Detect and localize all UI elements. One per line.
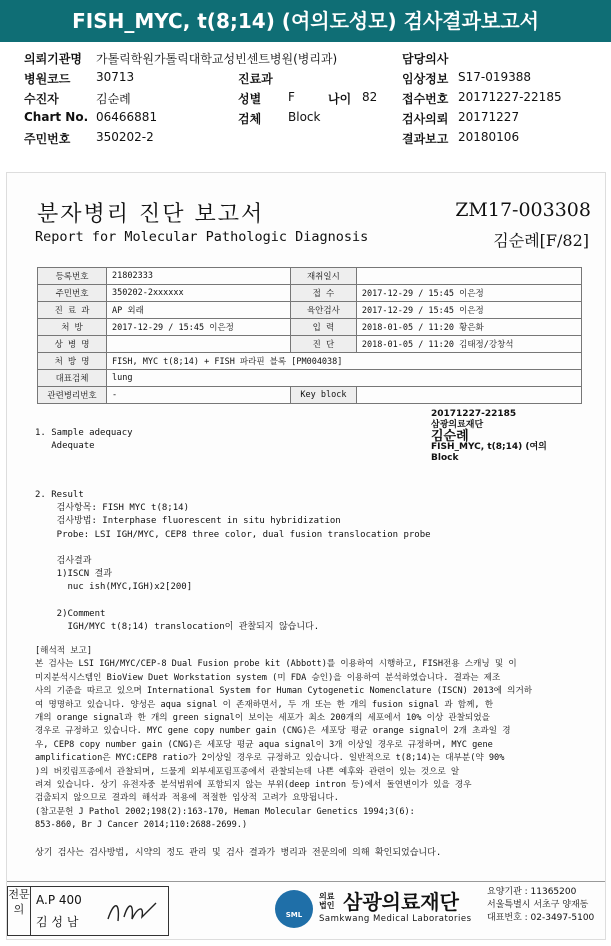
table-cell bbox=[107, 336, 291, 353]
table-row bbox=[38, 370, 582, 387]
hospital-value: 가톨릭학원가톨릭대학교성빈센트병원(병리과) bbox=[96, 52, 338, 66]
table-row bbox=[38, 268, 582, 285]
logo-text: SML bbox=[285, 911, 303, 919]
table-cell bbox=[356, 268, 581, 285]
hospital-code-value: 30713 bbox=[96, 70, 135, 84]
org-license: 요양기관 : 11365200 bbox=[487, 887, 577, 897]
table-row bbox=[38, 302, 582, 319]
table-cell: 진 단 bbox=[290, 336, 356, 353]
age-label: 나이 bbox=[328, 92, 352, 106]
table-row bbox=[38, 336, 582, 353]
table-cell: 진 료 과 bbox=[38, 302, 107, 319]
age-value: 82 bbox=[362, 90, 378, 104]
org-phone: 대표번호 : 02-3497-5100 bbox=[487, 913, 595, 923]
signature-icon bbox=[104, 897, 162, 927]
table-cell: 2017-12-29 / 15:45 이은정 bbox=[356, 285, 581, 302]
report-number: ZM17-003308 bbox=[455, 199, 591, 221]
report-footer bbox=[7, 881, 605, 940]
table-cell: 입 력 bbox=[290, 319, 356, 336]
table-row bbox=[38, 353, 582, 370]
report-date-value: 20180106 bbox=[458, 130, 520, 144]
table-cell: 주민번호 bbox=[38, 285, 107, 302]
request-date-label: 검사의뢰 bbox=[402, 112, 449, 126]
table-cell: 관련병리번호 bbox=[38, 387, 107, 404]
table-row bbox=[38, 387, 582, 404]
sex-value: F bbox=[288, 90, 295, 104]
table-cell: 2017-12-29 / 15:45 이은정 bbox=[107, 319, 291, 336]
table-cell: 처 방 bbox=[38, 319, 107, 336]
ssn-value: 350202-2 bbox=[96, 130, 154, 144]
report-title-en: Report for Molecular Pathologic Diagnosis bbox=[35, 229, 369, 245]
sml-logo-icon bbox=[275, 890, 313, 928]
specimen-value: Block bbox=[288, 110, 321, 124]
report-patient: 김순례[F/82] bbox=[493, 231, 589, 250]
receipt-no-label: 접수번호 bbox=[402, 92, 449, 106]
table-cell: 등록번호 bbox=[38, 268, 107, 285]
table-cell: 2017-12-29 / 15:45 이은정 bbox=[356, 302, 581, 319]
sample-info-value: S17-019388 bbox=[458, 70, 532, 84]
sample-info-label: 임상정보 bbox=[402, 72, 449, 86]
stamp-name: 김순례 bbox=[431, 429, 469, 444]
receipt-no-value: 20171227-22185 bbox=[458, 90, 562, 104]
scanned-report bbox=[6, 172, 606, 940]
patient-info-table bbox=[37, 267, 582, 404]
receiver-value: 김순례 bbox=[96, 92, 131, 106]
table-cell: Key block bbox=[290, 387, 356, 404]
table-row bbox=[38, 319, 582, 336]
table-cell: - bbox=[107, 387, 291, 404]
table-cell: 2018-01-05 / 11:20 김태정/강창석 bbox=[356, 336, 581, 353]
table-cell: 350202-2xxxxxx bbox=[107, 285, 291, 302]
stamp-test: FISH_MYC, t(8;14) (여의 bbox=[431, 442, 547, 452]
request-date-value: 20171227 bbox=[458, 110, 520, 124]
specimen-stamp bbox=[431, 409, 547, 464]
ssn-label: 주민번호 bbox=[24, 132, 71, 146]
specimen-label: 검체 bbox=[238, 112, 262, 126]
table-cell: 2018-01-05 / 11:20 황은화 bbox=[356, 319, 581, 336]
sex-label: 성별 bbox=[238, 92, 262, 106]
hospital-code-label: 병원코드 bbox=[24, 72, 71, 86]
table-cell bbox=[356, 387, 581, 404]
stamp-number: 20171227-22185 bbox=[431, 409, 517, 419]
signature-box bbox=[7, 886, 169, 936]
org-prefix: 의료 법인 bbox=[319, 892, 335, 910]
table-row bbox=[38, 285, 582, 302]
org-name-en: Samkwang Medical Laboratories bbox=[319, 914, 472, 924]
table-cell: 대표검체 bbox=[38, 370, 107, 387]
header-info bbox=[0, 48, 611, 154]
specialist-label: 전문의 bbox=[8, 887, 31, 935]
org-contact bbox=[487, 886, 594, 925]
hospital-label: 의뢰기관명 bbox=[24, 52, 82, 66]
sample-adequacy-section: 1. Sample adequacy Adequate bbox=[35, 428, 133, 452]
receiver-label: 수진자 bbox=[24, 92, 59, 106]
dept-label: 진료과 bbox=[238, 72, 273, 86]
result-section: 2. Result 검사항목: FISH MYC t(8;14) 검사방법: Interphase fluorescent in situ hybridization Probe: LSI IGH/MYC, CEP8 three color, dual fusion translocation probe 검사결과 1)ISCN 결과 nuc ish(MYC,IGH)x2[200] 2)Comment IGH/MYC t(8;14) translocation이 관찰되지 않습니다. bbox=[35, 490, 431, 633]
report-date-label: 결과보고 bbox=[402, 132, 449, 146]
chart-label: Chart No. bbox=[24, 110, 89, 124]
table-cell: lung bbox=[107, 370, 582, 387]
stamp-specimen: Block bbox=[431, 453, 459, 463]
org-name: 삼광의료재단 bbox=[343, 890, 459, 914]
table-cell: 재취일시 bbox=[290, 268, 356, 285]
closing-statement: 상기 검사는 검사방법, 시약의 정도 관리 및 검사 결과가 병리과 전문의에 의해 확인되었습니다. bbox=[35, 848, 442, 858]
interpretation-section: [해석적 보고] 본 검사는 LSI IGH/MYC/CEP-8 Dual Fusion probe kit (Abbott)를 이용하여 시행하고, FISH전용 스캐닝 및 이 미지분석시스템인 BioView Duet Workstation system (미 FDA 승인)을 이용하여 분석하였습니다. 결과는 제조 사의 기준을 따르고 있으며 International System for Human Cytogenetic Nomenclature (ISCN) 2013에 의거하 여 명명하고 있습니다. 양성은 aqua signal 이 존재하면서, 두 개 또는 한 개의 fusion signal 과 함께, 한 개의 orange signal과 한 개의 green signal이 보이는 세포가 최소 200개의 세포에서 10% 이상 관찰되었을 경우로 규정하고 있습니다. MYC gene copy number gain (CNG)은 세포당 평균 orange signal이 2개 초과일 경 우, CEP8 copy number gain (CNG)은 세포당 평균 aqua signal이 3개 이상일 경우로 규정하며, MYC gene amplification은 MYC:CEP8 ratio가 2이상일 경우로 규정하고 있습니다. 일반적으로 t(8;14)는 대부분(약 90% )의 버킷림프종에서 관찰되며, 드물게 외부세포림프종에서 관찰되는데 나쁜 예후와 관련이 있는 것으로 알 려져 있습니다. 상기 유전자중 분석범위에 포함되지 않는 부위(deep intron 등)에서 돌연변이가 있을 경우 검출되지 않으므로 결과의 해석과 적용에 적절한 임상적 고려가 요망됩니다. (참고문헌 J Pathol 2002;198(2):163-170, Heman Molecular Genetics 1994;3(6): 853-860, Br J Cancer 2014;110:2688-2699.) bbox=[35, 646, 533, 831]
doctor-label: 담당의사 bbox=[402, 52, 449, 66]
table-cell: FISH, MYC t(8;14) + FISH 파라핀 블록 [PM004038] bbox=[107, 353, 582, 370]
table-cell: 상 병 명 bbox=[38, 336, 107, 353]
pathologist-name: 김 성 남 bbox=[36, 915, 79, 929]
table-cell: AP 외래 bbox=[107, 302, 291, 319]
table-cell: 처 방 명 bbox=[38, 353, 107, 370]
license-number: A.P 400 bbox=[36, 893, 82, 907]
org-address: 서울특별시 서초구 양재동 bbox=[487, 900, 589, 910]
report-title-bar: FISH_MYC, t(8;14) (여의도성모) 검사결과보고서 bbox=[0, 0, 611, 42]
table-cell: 21802333 bbox=[107, 268, 291, 285]
chart-value: 06466881 bbox=[96, 110, 158, 124]
report-title-ko: 분자병리 진단 보고서 bbox=[37, 202, 265, 227]
table-cell: 접 수 bbox=[290, 285, 356, 302]
stamp-org: 삼광의료재단 bbox=[431, 420, 484, 430]
table-cell: 육안검사 bbox=[290, 302, 356, 319]
